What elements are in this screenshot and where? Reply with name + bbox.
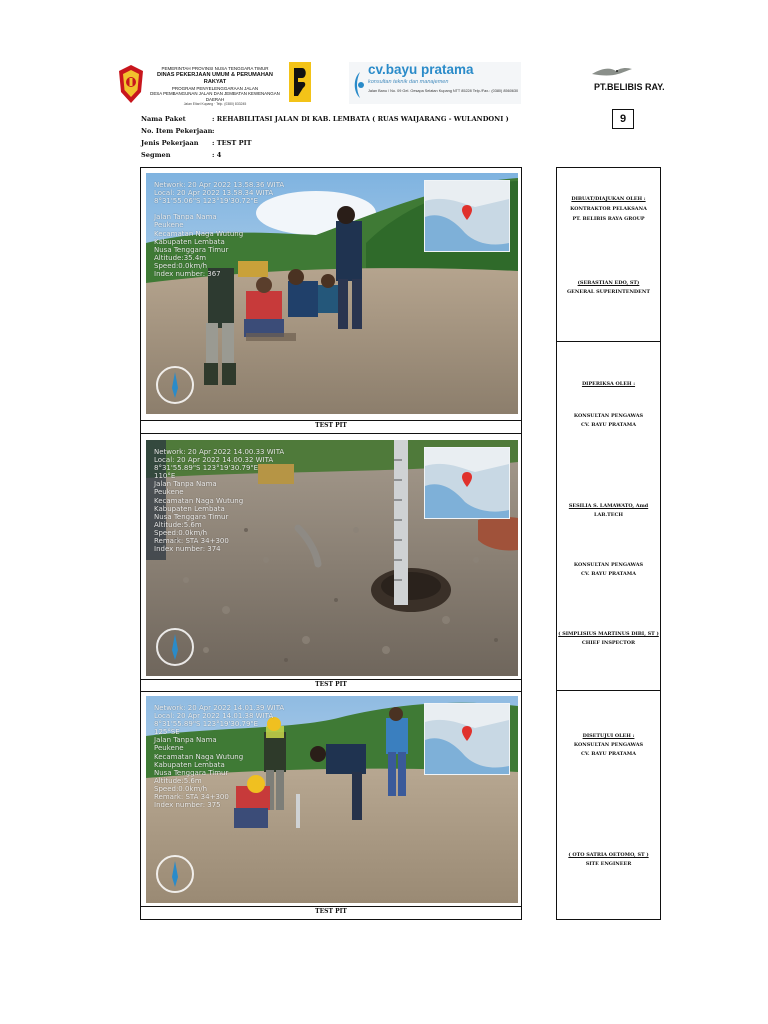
page-number: 9 — [612, 109, 634, 129]
contractor-name: PT.BELIBIS RAY. — [594, 82, 665, 92]
caption-divider — [141, 691, 521, 692]
submitted-by-title: DIBUAT/DIAJUKAN OLEH : — [571, 196, 646, 202]
pu-ministry-logo-icon — [289, 62, 311, 102]
value-work-type: : TEST PIT — [212, 139, 252, 147]
checked-org-line2: CV. BAYU PRATAMA — [580, 422, 637, 428]
letterhead-line: DESA PEMBANGUNAN JALAN DAN JEMBATAN KEWENANGAN DAERAH — [150, 91, 280, 102]
compass-icon — [156, 628, 194, 666]
letterhead-address: Jalan Eltari Kupang · Telp. (0380) 833245 — [183, 102, 247, 107]
inspector-org-line2: CV. BAYU PRATAMA — [580, 571, 637, 577]
approved-org-line2: CV. BAYU PRATAMA — [580, 751, 637, 757]
location-minimap — [424, 447, 510, 519]
submitted-signatory-role: GENERAL SUPERINTENDENT — [566, 289, 651, 295]
approved-signatory-role: SITE ENGINEER — [585, 861, 632, 867]
geotag-stamp: Network: 20 Apr 2022 14.01.39 WITA Local: 20 Apr 2022 14.01.38 WITA 8°31'55.89"S 123°19'30.79"E 125°SE Jalan Tanpa Nama Peukene Kecamatan Naga Wutung Kabupaten Lembata Nusa Tenggara Timur Altitude:5.6m Speed:0.0km/h Remark: STA 34+300 Index number: 375 — [154, 704, 285, 810]
checked-signatory-name: SESILIA S. LAMAWATO, Amd — [568, 503, 649, 509]
approved-org-line1: KONSULTAN PENGAWAS — [573, 742, 644, 748]
inspector-signatory-name: ( SIMPLISIUS MARTINUS DIBI, ST ) — [558, 631, 659, 637]
consultant-tagline: konsultan teknik dan manajemen — [368, 79, 449, 85]
submitted-org-line2: PT. BELIBIS RAYA GROUP — [572, 216, 645, 222]
consultant-address: Jalan Banu / No. 09 Gel. Oesapa Selatan Kupang NTT 85228 Telp./Fax.: (0380) 8560630 — [368, 89, 519, 93]
value-segment: : 4 — [212, 151, 222, 159]
checked-by-title: DIPERIKSA OLEH : — [581, 381, 636, 387]
photo-3-caption: TEST PIT — [315, 908, 347, 915]
label-item-number: No. Item Pekerjaan — [141, 127, 213, 135]
approved-signatory-name: ( OTO SATRIA OETOMO, ST ) — [568, 852, 649, 858]
letterhead-line: PROGRAM PENYELENGGARAAN JALAN — [171, 85, 259, 91]
location-minimap — [424, 180, 510, 252]
signature-divider — [556, 341, 661, 342]
caption-divider — [141, 420, 521, 421]
value-item-number: : — [212, 127, 215, 135]
location-minimap — [424, 703, 510, 775]
test-pit-photo-2 — [146, 440, 518, 676]
photo-2-caption: TEST PIT — [315, 681, 347, 688]
inspector-signatory-role: CHIEF INSPECTOR — [581, 640, 636, 646]
caption-divider — [141, 433, 521, 434]
consultant-swirl-icon — [352, 70, 366, 104]
test-pit-photo-1 — [146, 173, 518, 414]
approved-by-title: DISETUJUI OLEH : — [582, 733, 635, 739]
caption-divider — [141, 679, 521, 680]
contractor-bird-logo-icon — [590, 64, 634, 78]
checked-org-line1: KONSULTAN PENGAWAS — [573, 413, 644, 419]
caption-divider — [141, 906, 521, 907]
signature-divider — [556, 690, 661, 691]
label-work-type: Jenis Pekerjaan — [141, 139, 199, 147]
label-package-name: Nama Paket — [141, 115, 186, 123]
compass-icon — [156, 855, 194, 893]
test-pit-photo-3 — [146, 696, 518, 903]
label-segment: Segmen — [141, 151, 171, 159]
inspector-org-line1: KONSULTAN PENGAWAS — [573, 562, 644, 568]
compass-icon — [156, 366, 194, 404]
government-emblem-icon — [118, 64, 144, 104]
value-package-name: : REHABILITASI JALAN DI KAB. LEMBATA ( RUAS WAIJARANG - WULANDONI ) — [212, 115, 509, 123]
geotag-stamp: Network: 20 Apr 2022 13.58.36 WITA Local: 20 Apr 2022 13.58.34 WITA 8°31'55.06"S 123°19'30.72"E Jalan Tanpa Nama Peukene Kecamatan Naga Wutung Kabupaten Lembata Nusa Tenggara Timur Altitude:35.4m Speed:0.0km/h Index number: 367 — [154, 181, 285, 279]
letterhead-line: PEMERINTAH PROVINSI NUSA TENGGARA TIMUR — [161, 66, 269, 71]
submitted-org-line1: KONTRAKTOR PELAKSANA — [570, 206, 647, 212]
geotag-stamp: Network: 20 Apr 2022 14.00.33 WITA Local: 20 Apr 2022 14.00.32 WITA 8°31'55.89"S 123°19'30.79"E 110°E Jalan Tanpa Nama Peukene Kecamatan Naga Wutung Kabupaten Lembata Nusa Tenggara Timur Altitude:5.6m Speed:0.0km/h Remark: STA 34+300 Index number: 374 — [154, 448, 285, 554]
consultant-name: cv.bayu pratama — [368, 62, 474, 77]
letterhead-agency-name: DINAS PEKERJAAN UMUM & PERUMAHAN RAKYAT — [157, 71, 273, 85]
checked-signatory-role: LAB.TECH — [594, 512, 623, 518]
agency-letterhead — [148, 66, 282, 106]
submitted-signatory-name: (SEBASTIAN EDO, ST) — [577, 280, 640, 286]
photo-1-caption: TEST PIT — [315, 422, 347, 429]
